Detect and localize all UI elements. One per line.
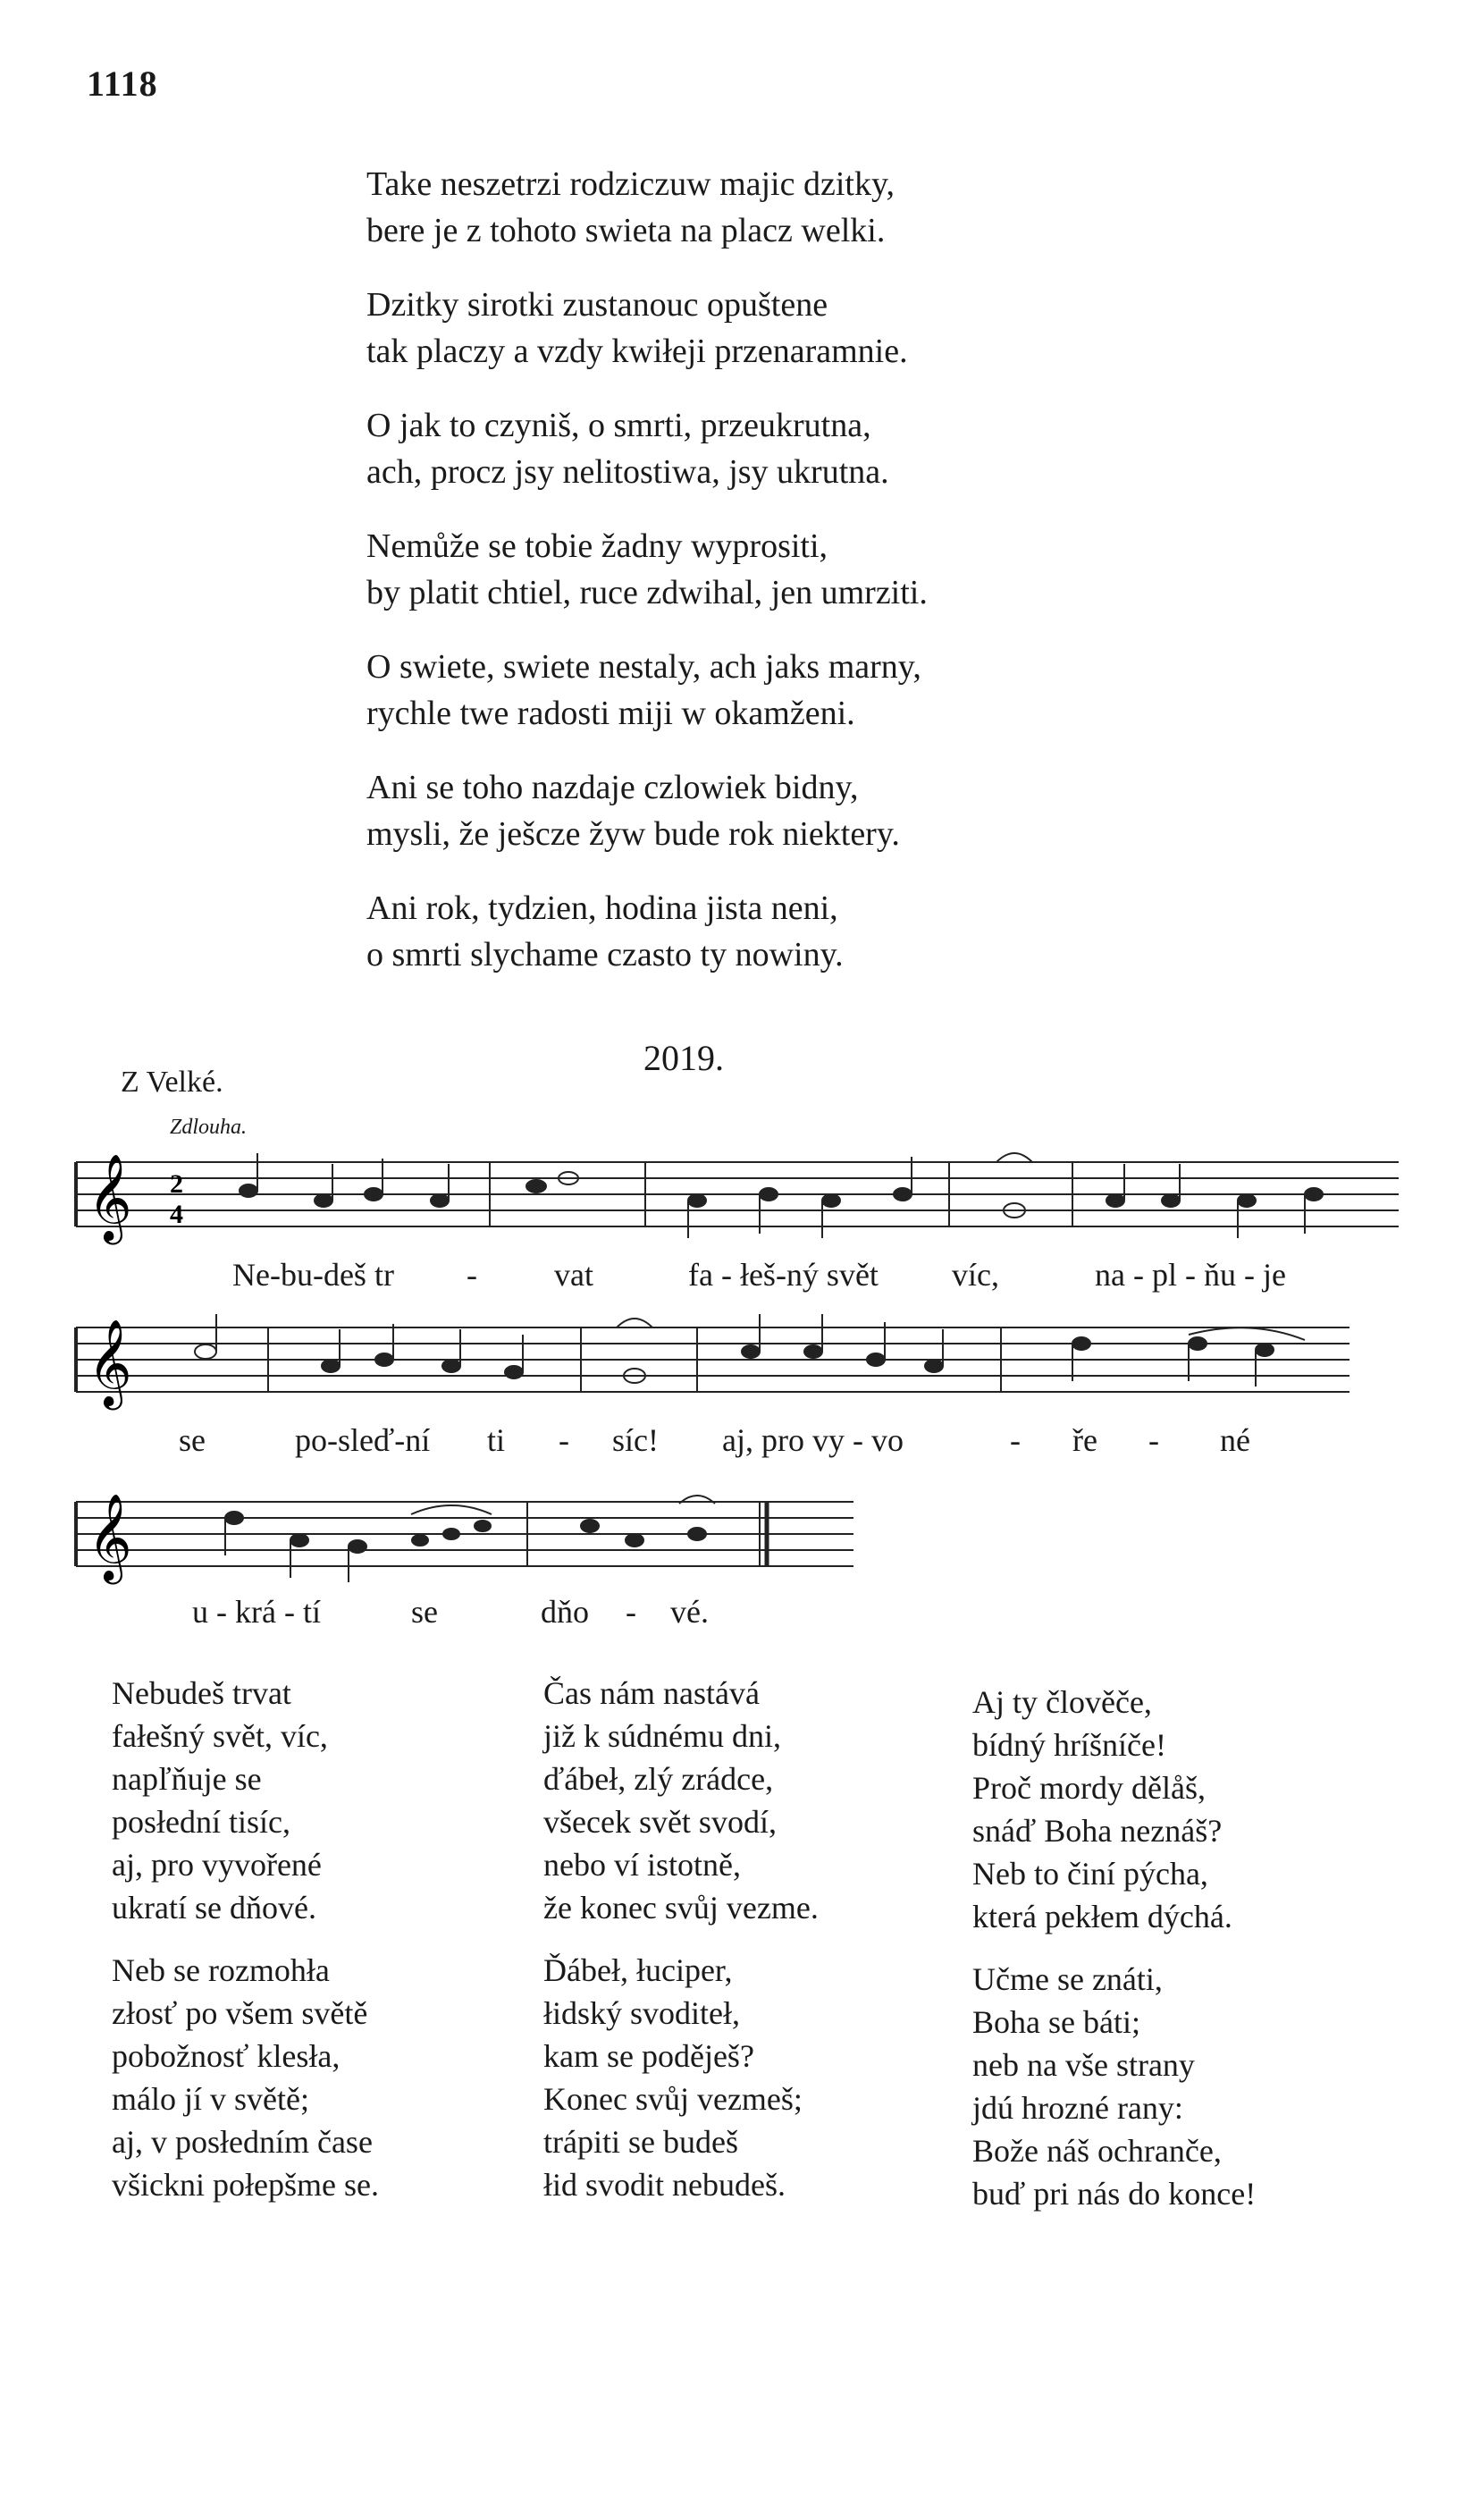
verse-column-middle [543,1672,819,2206]
poem-line: o smrti slychame czasto ty nowiny. [366,936,844,973]
treble-clef-icon: 𝄞 [88,1493,132,1580]
time-sig-top: 2 [170,1169,183,1199]
music-staff-3 [0,1484,1463,1591]
intro-stanza [366,402,889,495]
time-sig-bottom: 4 [170,1200,183,1229]
verse-block: Neb se rozmohła złosť po všem světě pobožnosť klesła, málo jí v světě; aj, v posłedním čase všickni połepšme se. [112,1952,379,2203]
staff-1-notes [240,1153,1323,1238]
song-number: 2019. [643,1038,724,1078]
poem-line: O swiete, swiete nestaly, ach jaks marny, [366,648,921,686]
poem-line: Nemůže se tobie žadny wyprositi, [366,527,828,565]
poem-line: ach, procz jsy nelitostiwa, jsy ukrutna. [366,453,889,491]
lyrics-line-1: Ne-bu-deš tr - vat fa - łeš-ný svět víc, na - pl - ňu - je [232,1257,1286,1293]
poem-line: Ani rok, tydzien, hodina jista neni, [366,889,838,927]
song-origin: Z Velké. [121,1066,223,1099]
poem-line: tak placzy a vzdy kwiłeji przenaramnie. [366,333,908,370]
intro-stanza [366,885,844,978]
intro-stanza [366,523,928,616]
staff-3-notes [225,1496,715,1582]
verse-block: Nebudeš trvat fałešný svět, víc, napľňuje se posłední tisíc, aj, pro vyvořené ukratí se dňové. [112,1675,328,1926]
intro-stanza [366,161,895,254]
lyrics-line-3: u - krá - tí se dňo - vé. [192,1594,709,1630]
poem-line: by platit chtiel, ruce zdwihal, jen umrziti. [366,574,928,611]
treble-clef-icon: 𝄞 [88,1153,132,1241]
poem-line: Take neszetrzi rodziczuw majic dzitky, [366,165,895,203]
music-staff-1 [0,1144,1463,1252]
treble-clef-icon: 𝄞 [88,1319,132,1406]
poem-line: mysli, že ješcze žyw bude rok niektery. [366,815,900,853]
music-staff-2 [0,1310,1463,1417]
poem-line: rychle twe radosti miji w okamženi. [366,695,855,732]
verse-block: Ďábeł, łuciper, łidský svoditeł, kam se poděješ? Konec svůj vezmeš; trápiti se budeš łid svodit nebudeš. [543,1952,803,2203]
intro-stanza [366,764,900,857]
intro-stanza [366,644,921,737]
tempo-marking: Zdlouha. [170,1116,248,1139]
poem-line: bere je z tohoto swieta na placz welki. [366,212,886,249]
lyrics-line-2: se po-sleď-ní ti - síc! aj, pro vy - vo - ře - né [179,1422,1250,1458]
verse-block: Čas nám nastává již k súdnému dni, ďábeł, zlý zrádce, všecek svět svodí, nebo ví istotně, že konec svůj vezme. [543,1675,819,1926]
poem-line: Ani se toho nazdaje czlowiek bidny, [366,769,859,806]
intro-stanza [366,282,908,375]
poem-line: O jak to czyniš, o smrti, przeukrutna, [366,407,871,444]
page-number: 1118 [87,63,158,104]
poem-line: Dzitky sirotki zustanouc opuštene [366,286,828,324]
verse-block: Učme se znáti, Boha se báti; neb na vše strany jdú hrozné rany: Bože náš ochranče, buď pri nás do konce! [972,1961,1257,2212]
verse-column-right [972,1681,1256,2215]
verse-column-left [112,1672,379,2206]
verse-block: Aj ty člověče, bídný hríšníče! Proč mordy dělåš, snáď Boha neznáš? Neb to činí pýcha, která pekłem dýchá. [972,1684,1232,1934]
